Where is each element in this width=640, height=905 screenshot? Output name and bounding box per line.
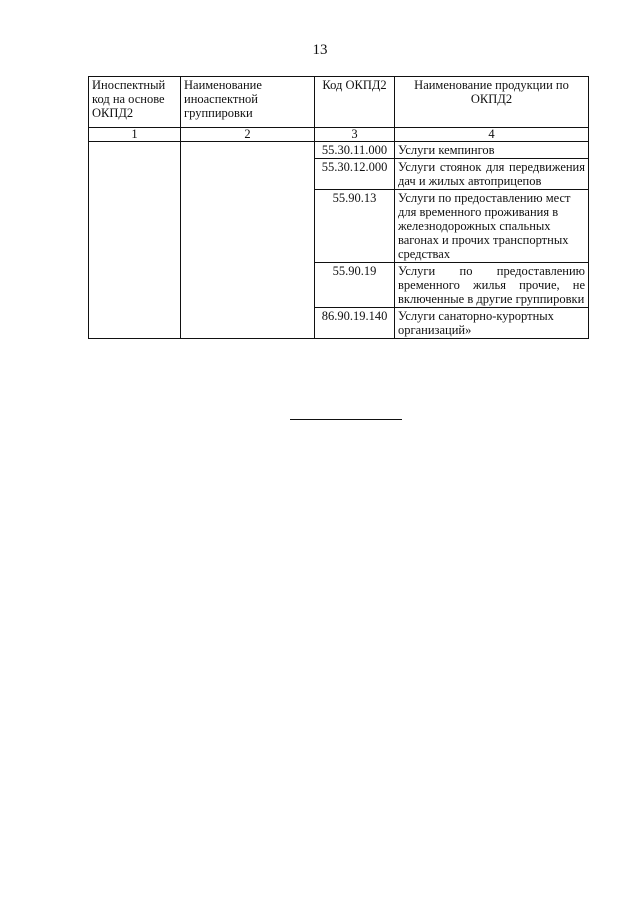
header-inospect-code: Иноспектный код на основе ОКПД2 (89, 77, 181, 128)
product-name-cell: Услуги стоянок для передвижения дач и жилых автоприцепов (395, 159, 589, 190)
column-number-3: 3 (315, 128, 395, 142)
okpd2-code-cell: 55.90.13 (315, 190, 395, 263)
product-name-cell: Услуги по предоставлению мест для временного проживания в железнодорожных спальных вагонах и прочих транспортных средствах (395, 190, 589, 263)
page-number: 13 (312, 42, 328, 58)
product-name-cell: Услуги кемпингов (395, 142, 589, 159)
column-number-2: 2 (181, 128, 315, 142)
column-number-1: 1 (89, 128, 181, 142)
table-row (89, 142, 589, 159)
closing-rule (290, 419, 402, 420)
product-name-cell: Услуги по предоставлению временного жилья прочие, не включенные в другие группировки (395, 263, 589, 308)
column-number-row (89, 128, 589, 142)
okpd2-code-cell: 55.30.11.000 (315, 142, 395, 159)
okpd2-code-cell: 55.30.12.000 (315, 159, 395, 190)
okpd2-table (88, 76, 589, 339)
empty-cell-group (181, 142, 315, 339)
header-product-name: Наименование продукции по ОКПД2 (395, 77, 589, 128)
header-okpd2-code: Код ОКПД2 (315, 77, 395, 128)
product-name-cell: Услуги санаторно-курортных организаций» (395, 308, 589, 339)
table-header-row (89, 77, 589, 128)
empty-cell-inospect (89, 142, 181, 339)
okpd2-code-cell: 55.90.19 (315, 263, 395, 308)
header-group-name: Наименование иноаспектной группировки (181, 77, 315, 128)
column-number-4: 4 (395, 128, 589, 142)
okpd2-code-cell: 86.90.19.140 (315, 308, 395, 339)
